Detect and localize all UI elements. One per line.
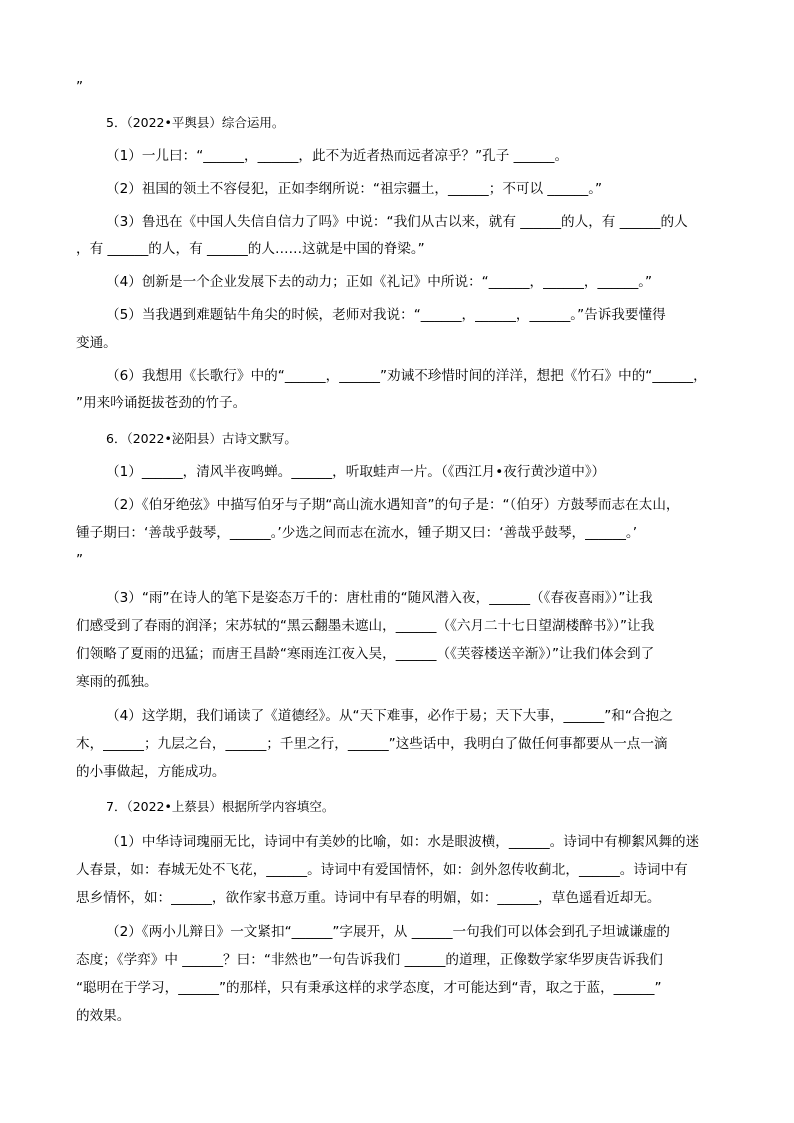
text-line: （3）“雨”在诗人的笔下是姿态万千的：唐杜甫的“随风潜入夜，______（《春夜喜雨》）”让我 xyxy=(106,590,653,606)
question-heading: 6．（2022•泌阳县）古诗文默写。 xyxy=(106,431,297,446)
text-line: ” xyxy=(76,552,84,568)
text-line: （2）《伯牙绝弦》中描写伯牙与子期“高山流水遇知音”的句子是：“（伯牙）方鼓琴而志在太山， xyxy=(106,497,680,513)
text-line: （1）______，清风半夜鸣蝉。______，听取蛙声一片。（《西江月•夜行黄沙道中》） xyxy=(106,464,606,480)
text-line: 态度；《学弈》中 ______？曰：“非然也”一句告诉我们 ______的道理，正像数学家华罗庚告诉我们 xyxy=(76,952,663,968)
text-line: 们感受到了春雨的润泽；宋苏轼的“黑云翻墨未遮山，______（《六月二十七日望湖楼醉书》）”让我 xyxy=(76,618,655,634)
text-line: （4）这学期，我们诵读了《道德经》。从“天下难事，必作于易；天下大事，______”和“合抱之 xyxy=(106,708,673,724)
question-heading: 7．（2022•上蔡县）根据所学内容填空。 xyxy=(106,799,335,814)
text-line: （1）一儿曰：“______，______，此不为近者热而远者凉乎？”孔子 ______。 xyxy=(106,148,569,164)
text-line: 寒雨的孤独。 xyxy=(76,674,158,690)
text-line: ” xyxy=(76,79,84,95)
text-line: ”用来吟诵挺拔苍劲的竹子。 xyxy=(76,395,247,411)
text-line: “聪明在于学习，______”的那样，只有秉承这样的求学态度，才可能达到“青，取之于蓝，______” xyxy=(76,980,662,996)
text-line: 的效果。 xyxy=(76,1008,131,1024)
text-line: 变通。 xyxy=(76,335,117,351)
text-line: （3）鲁迅在《中国人失信自信力了吗》中说：“我们从古以来，就有 ______的人，有 ______的人 xyxy=(106,214,688,230)
text-line: ，有 ______的人，有 ______的人……这就是中国的脊梁。” xyxy=(76,241,425,257)
text-line: （1）中华诗词瑰丽无比，诗词中有美妙的比喻，如：水是眼波横，______。诗词中有柳絮风舞的迷 xyxy=(106,834,700,850)
text-line: （6）我想用《长歌行》中的“______，______”劝诫不珍惜时间的洋洋，想把《竹石》中的“______， xyxy=(106,368,707,384)
text-line: （5）当我遇到难题钻牛角尖的时候，老师对我说：“______，______，______。”告诉我要懂得 xyxy=(106,307,666,323)
text-line: 的小事做起，方能成功。 xyxy=(76,764,226,780)
text-line: （2）《两小儿辩日》一文紧扣“______”字展开，从 ______一句我们可以体会到孔子坦诚谦虚的 xyxy=(106,924,671,940)
text-line: （4）创新是一个企业发展下去的动力；正如《礼记》中所说：“______，______，______。” xyxy=(106,274,653,290)
text-line: 们领略了夏雨的迅猛；而唐王昌龄“寒雨连江夜入吴，______（《芙蓉楼送辛渐》）”让我们体会到了 xyxy=(76,646,655,662)
text-line: 人春景，如：春城无处不飞花，______。诗词中有爱国情怀，如：剑外忽传收蓟北，______。诗词中有 xyxy=(76,862,688,878)
question-heading: 5．（2022•平舆县）综合运用。 xyxy=(106,115,285,130)
text-line: 思乡情怀，如：______，欲作家书意万重。诗词中有早春的明媚，如：______，草色遥看近却无。 xyxy=(76,890,661,906)
text-line: （2）祖国的领土不容侵犯，正如李纲所说：“祖宗疆土，______；不可以 ______。” xyxy=(106,181,603,197)
text-line: 锺子期曰：‘善哉乎鼓琴，______。’少选之间而志在流水，锺子期又曰：‘善哉乎鼓琴，______。’ xyxy=(76,525,638,541)
text-line: 木，______；九层之台，______；千里之行，______”这些话中，我明白了做任何事都要从一点一滴 xyxy=(76,736,668,752)
